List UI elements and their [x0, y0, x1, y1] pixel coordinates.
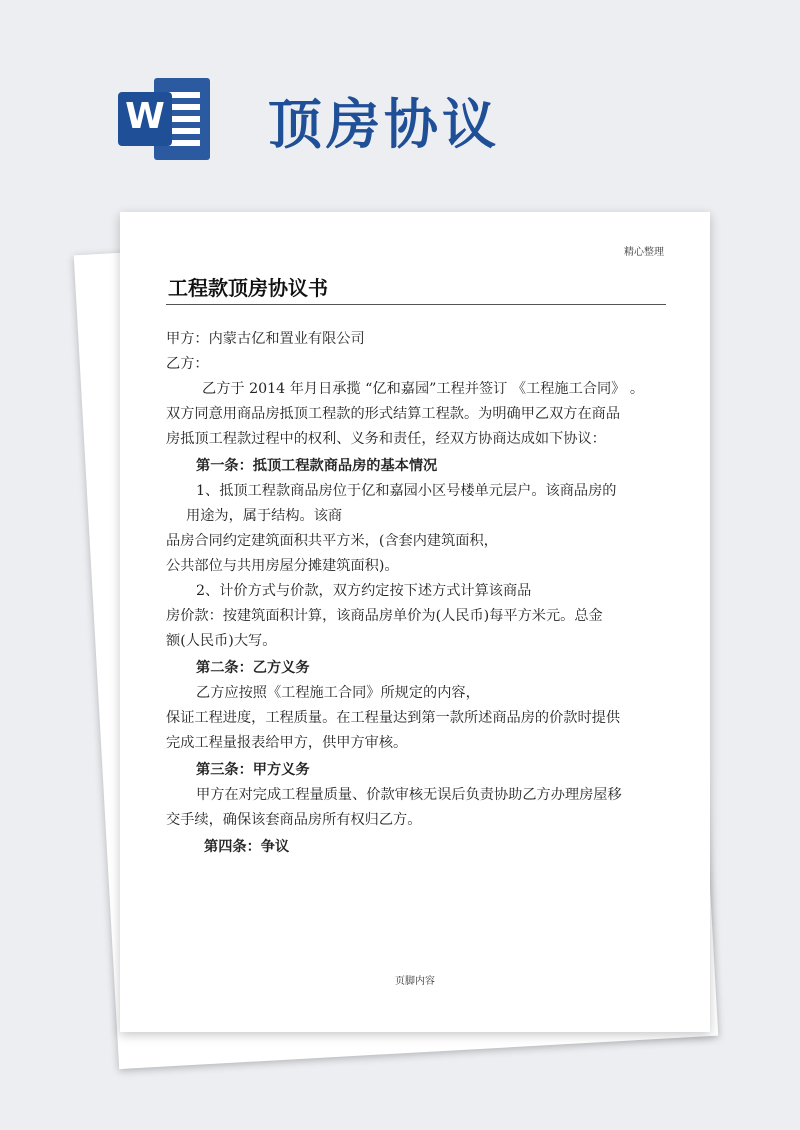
intro-line: 房抵顶工程款过程中的权利、义务和责任，经双方协商达成如下协议：	[166, 431, 606, 447]
word-icon-tile	[118, 92, 172, 146]
article-1-item-1-line: 公共部位与共用房屋分摊建筑面积)。	[166, 558, 399, 574]
article-1-item-1-line: 1、抵顶工程款商品房位于亿和嘉园小区号楼单元层户。该商品房的	[196, 483, 617, 499]
article-2-line: 完成工程量报表给甲方，供甲方审核。	[166, 735, 408, 751]
article-4-heading: 第四条：争议	[204, 839, 290, 855]
document-title: 工程款顶房协议书	[168, 276, 328, 300]
document-page	[120, 212, 710, 1032]
article-1-item-2-line: 房价款：按建筑面积计算，该商品房单价为(人民币)每平方米元。总金	[166, 608, 603, 624]
intro-line: 乙方于 2014 年月日承揽 “亿和嘉园”工程并签订 《工程施工合同》 。	[202, 381, 645, 397]
article-1-item-1-line: 用途为，属于结构。该商	[186, 508, 343, 524]
title-divider	[166, 304, 666, 305]
article-2-heading: 第二条：乙方义务	[196, 660, 310, 676]
article-3-line: 交手续，确保该套商品房所有权归乙方。	[166, 812, 422, 828]
article-2-line: 乙方应按照《工程施工合同》所规定的内容，	[196, 685, 480, 701]
banner-title: 顶房协议	[268, 93, 500, 156]
party-a-line: 甲方：内蒙古亿和置业有限公司	[166, 331, 365, 347]
word-icon-letter: W	[125, 96, 165, 137]
article-3-heading: 第三条：甲方义务	[196, 762, 310, 778]
document-body	[166, 327, 666, 860]
article-2-line: 保证工程进度，工程质量。在工程量达到第一款所述商品房的价款时提供	[166, 710, 621, 726]
intro-line: 双方同意用商品房抵顶工程款的形式结算工程款。为明确甲乙双方在商品	[166, 406, 621, 422]
article-3-line: 甲方在对完成工程量质量、价款审核无误后负责协助乙方办理房屋移	[196, 787, 622, 803]
page-footer: 页脚内容	[395, 976, 435, 987]
article-1-item-2-line: 额(人民币)大写。	[166, 633, 277, 649]
article-1-item-1-line: 品房合同约定建筑面积共平方米，(含套内建筑面积，	[166, 533, 498, 549]
header-note: 精心整理	[624, 247, 664, 258]
article-1-heading: 第一条：抵顶工程款商品房的基本情况	[196, 458, 438, 474]
party-b-line: 乙方：	[166, 356, 209, 372]
article-1-item-2-line: 2、计价方式与价款，双方约定按下述方式计算该商品	[196, 583, 532, 599]
word-document-icon	[118, 78, 210, 160]
